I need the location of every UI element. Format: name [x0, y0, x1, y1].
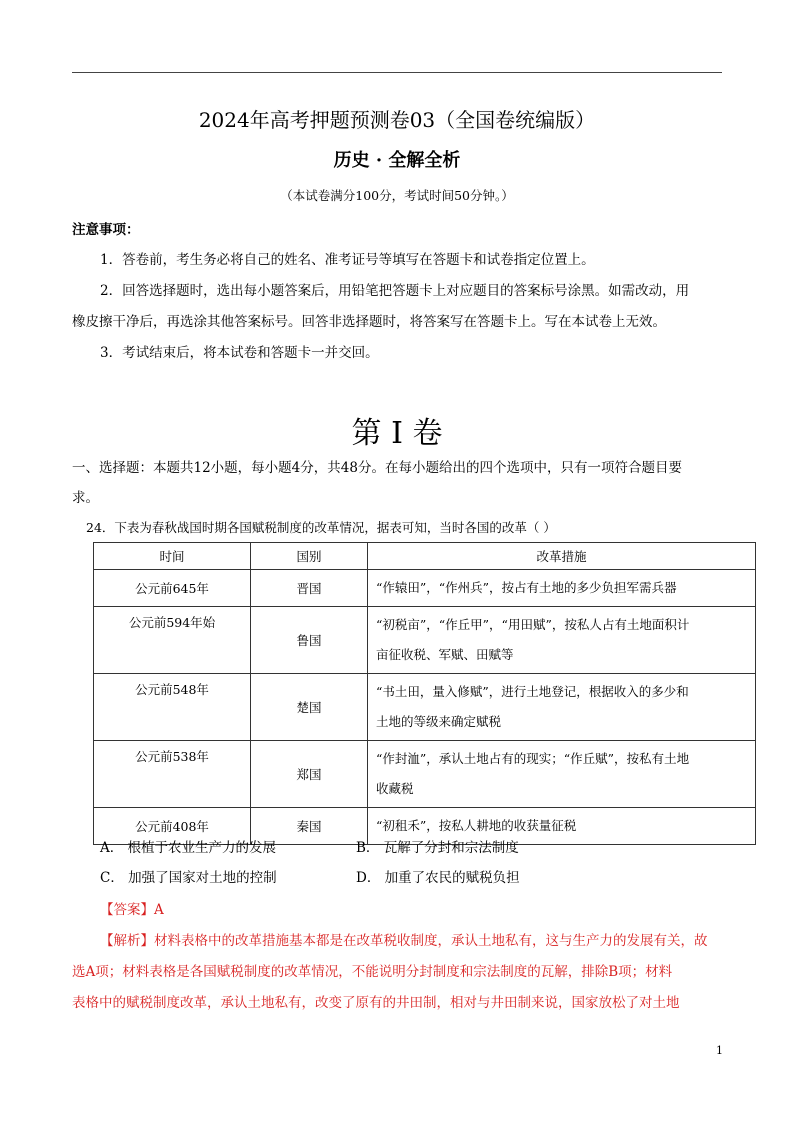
section-instruction-cont: 求。 [72, 490, 99, 506]
row-measure [368, 741, 756, 808]
notice-item-1: 1．答卷前，考生务必将自己的姓名、准考证号等填写在答题卡和试卷指定位置上。 [100, 252, 595, 268]
analysis-line-2: 选A项；材料表格是各国赋税制度的改革情况，不能说明分封制度和宗法制度的瓦解，排除B项；材料 [72, 964, 673, 980]
table-header-row [94, 543, 756, 570]
option-d: D． 加重了农民的赋税负担 [356, 870, 520, 886]
measure-line: 亩征收税、军赋、田赋等 [376, 647, 514, 662]
row-state: 秦国 [251, 808, 368, 845]
option-c: C． 加强了国家对土地的控制 [100, 870, 277, 886]
measure-line: “作封洫”，承认土地占有的现实；“作丘赋”，按私有土地 [376, 751, 690, 766]
table-row [94, 741, 756, 808]
row-measure [368, 607, 756, 674]
measure-line: “作辕田”，“作州兵”，按占有土地的多少负担军需兵器 [376, 580, 677, 595]
notice-item-2-cont: 橡皮擦干净后，再选涂其他答案标号。回答非选择题时，将答案写在答题卡上。写在本试卷上无效。 [72, 314, 666, 330]
section-instruction: 一、选择题：本题共12小题，每小题4分，共48分。在每小题给出的四个选项中，只有一项符合题目要 [72, 460, 682, 476]
row-time [94, 674, 251, 741]
page-number: 1 [716, 1044, 723, 1057]
header-rule [72, 72, 722, 73]
option-a: A． 根植于农业生产力的发展 [100, 840, 277, 856]
table-row [94, 607, 756, 674]
row-state: 楚国 [251, 674, 368, 741]
notice-heading: 注意事项： [72, 222, 140, 238]
analysis-line-3: 表格中的赋税制度改革，承认土地私有，改变了原有的井田制，相对与井田制来说，国家放松了对土地 [72, 995, 680, 1011]
exam-subtitle: 历史 · 全解全析 [333, 150, 461, 171]
row-state: 晋国 [251, 570, 368, 607]
row-time [94, 607, 251, 674]
exam-title: 2024年高考押题预测卷03（全国卷统编版） [198, 108, 596, 132]
row-time-text: 公元前538年 [135, 749, 209, 764]
row-time: 公元前645年 [94, 570, 251, 607]
notice-item-2: 2．回答选择题时，选出每小题答案后，用铅笔把答题卡上对应题目的答案标号涂黑。如需改动，用 [100, 283, 690, 299]
row-state: 鲁国 [251, 607, 368, 674]
header-state: 国别 [251, 543, 368, 570]
header-time: 时间 [94, 543, 251, 570]
reform-table [93, 542, 756, 845]
table-row [94, 674, 756, 741]
analysis-line-1: 【解析】材料表格中的改革措施基本都是在改革税收制度，承认土地私有，这与生产力的发展有关，故 [100, 933, 708, 949]
question-stem: 24．下表为春秋战国时期各国赋税制度的改革情况，据表可知，当时各国的改革（ ） [86, 520, 556, 535]
measure-line: 收藏税 [376, 781, 414, 796]
table-row [94, 570, 756, 607]
measure-line: “初租禾”，按私人耕地的收获量征税 [376, 818, 577, 833]
answer-label: 【答案】A [100, 902, 164, 918]
measure-line: 土地的等级来确定赋税 [376, 714, 502, 729]
measure-line: “书土田，量入修赋”，进行土地登记，根据收入的多少和 [376, 684, 689, 699]
row-state: 郑国 [251, 741, 368, 808]
notice-item-3: 3．考试结束后，将本试卷和答题卡一并交回。 [100, 345, 379, 361]
row-time-text: 公元前548年 [135, 682, 209, 697]
header-measures: 改革措施 [368, 543, 756, 570]
row-measure [368, 570, 756, 607]
section-title: 第 I 卷 [351, 416, 443, 451]
measure-line: “初税亩”，“作丘甲”，“用田赋”，按私人占有土地面积计 [376, 617, 690, 632]
exam-note: （本试卷满分100分，考试时间50分钟。） [280, 188, 514, 203]
row-time [94, 741, 251, 808]
row-time-text: 公元前594年始 [128, 615, 216, 630]
row-time: 公元前408年 [94, 808, 251, 845]
option-b: B． 瓦解了分封和宗法制度 [356, 840, 519, 856]
row-measure [368, 674, 756, 741]
